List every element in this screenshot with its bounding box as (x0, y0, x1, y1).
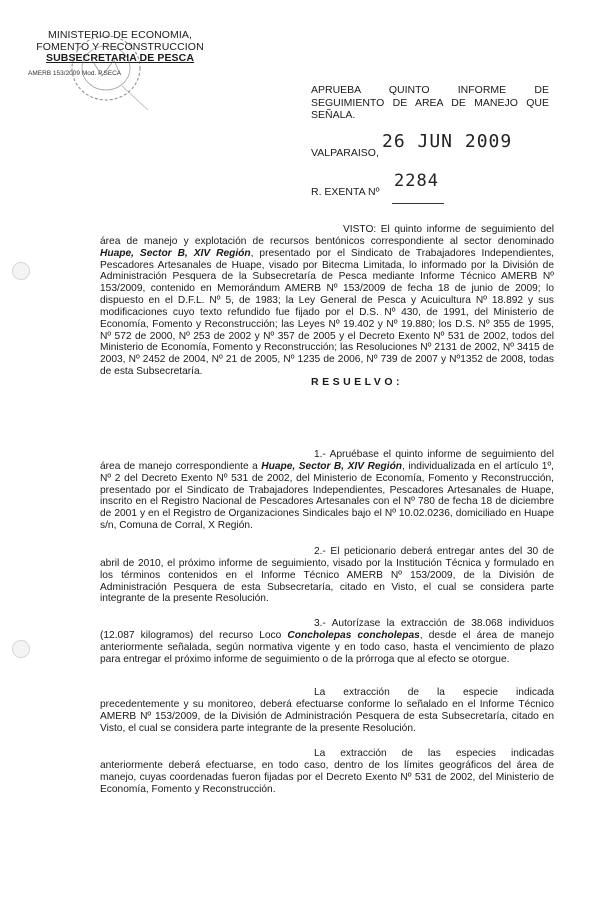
resolution-item-3-cont-2 (100, 748, 554, 795)
visto-text-2: , presentado por el Sindicato de Trabajadores Independientes, Pescadores Artesanales de Huape, visado por Bitecma Limitada, lo informado por la División de Administración Pesquera de la Subsecretaría de Pesca mediante Informe Técnico AMERB Nº 153/2009, contenido en Memorándum AMERB Nº 153/2009 de fecha 18 de junio de 2009; lo dispuesto en el D.F.L. Nº 5, de 1983; la Ley General de Pesca y Acuicultura Nº 18.892 y sus modificaciones cuyo texto refundido fue fijado por el D.S. Nº 430, de 1991, del Ministerio de Economía, Fomento y Reconstrucción; las Leyes Nº 19.402 y Nº 19.880; los D.S. Nº 355 de 1995, Nº 572 de 2000, Nº 253 de 2002 y Nº 357 de 2005 y el Decreto Exento Nº 531 de 2002, todos del Ministerio de Economía, Fomento y Reconstrucción; las Resoluciones Nº 2131 de 2002, Nº 3415 de 2003, Nº 2452 de 2004, Nº 21 de 2005, Nº 1235 de 2006, Nº 739 de 2007 y Nº1352 de 2008, todas de esta Subsecretaría. (100, 247, 555, 378)
resolution-item-3 (100, 618, 554, 665)
item1-sector-name: Huape, Sector B, XIV Región (261, 460, 403, 472)
subsecretaria-name: SUBSECRETARIA DE PESCA (45, 52, 195, 64)
item3-species-name: Concholepas concholepas (287, 629, 420, 641)
item3-text-1: 3.- Autorízase la extracción de 38.068 individuos (12.087 kilogramos) del recurso Loco (100, 618, 554, 641)
ministry-name-cont: FOMENTO Y RECONSTRUCCION (36, 40, 204, 53)
resolution-item-1 (100, 449, 554, 532)
item3-extraction-text: La extracción de la especie indicada precedentemente y su monitoreo, deberá efectuarse conforme lo señalado en el Informe Técnico AMERB Nº 153/2009, de la División de Administración Pesquera de esta Subsecretaría, citado en Visto, el cual se considera parte integrante de la presente Resolución. (100, 687, 554, 734)
item1-text-1: 1.- Apruébase el quinto informe de seguimiento del área de manejo correspondiente a (100, 449, 554, 472)
resolution-item-3-cont-1 (100, 687, 554, 734)
item3-text-2: , desde el área de manejo anteriormente señalada, según normativa vigente y en todo caso, hasta el vencimiento de plazo para entregar el próximo informe de seguimiento o de la prórroga que al efecto se otorgue. (100, 629, 554, 665)
resolution-label: R. EXENTA Nº (311, 186, 380, 198)
binder-hole-bottom (12, 640, 30, 658)
date-stamp: 26 JUN 2009 (382, 131, 513, 152)
place-label: VALPARAISO, (311, 147, 379, 159)
item1-text-2: , individualizada en el artículo 1º, Nº 2 del Decreto Exento Nº 531 de 2002, del Ministerio de Economía, Fomento y Reconstrucción, presentado por el Sindicato de Trabajadores Independientes, Pescadores Artesanales de Huape, inscrito en el Registro Nacional de Pescadores Artesanales con el Nº 780 de fecha 18 de diciembre de 2001 y en el Registro de Organizaciones Sindicales bajo el Nº 10.02.0236, domiciliado en Huape s/n, Comuna de Corral, X Región. (100, 460, 555, 532)
resolution-number-block (311, 173, 561, 207)
place-date (311, 131, 561, 159)
visto-paragraph (100, 224, 554, 378)
visto-sector-name: Huape, Sector B, XIV Región (100, 247, 251, 259)
item2-text: 2.- El peticionario deberá entregar antes del 30 de abril de 2010, el próximo informe de seguimiento, visado por la Institución Técnica y formulado en los términos contenidos en el Informe Técnico AMERB Nº 153/2009, de la División de Administración Pesquera de esta Subsecretaría, citado en Visto, el cual se considera parte integrante de la presente Resolución. (100, 546, 554, 605)
resolution-subject (311, 84, 549, 122)
resolution-underline (392, 203, 444, 204)
visto-text-1: VISTO: El quinto informe de seguimiento del área de manejo y explotación de recursos bentónicos correspondiente al sector denominado (100, 224, 554, 247)
binder-hole-top (12, 262, 30, 280)
resolution-number: 2284 (394, 171, 439, 191)
resuelvo-heading: RESUELVO: (311, 376, 403, 388)
resolution-item-2 (100, 546, 554, 605)
ministry-name: MINISTERIO DE ECONOMIA, (47, 29, 193, 41)
subject-text: APRUEBA QUINTO INFORME DE SEGUIMIENTO DE AREA DE MANEJO QUE SEÑALA. (311, 84, 549, 121)
stamp-text: AMERB 153/2009 Mod. P.SECA (28, 70, 122, 77)
item3-limits-text: La extracción de las especies indicadas anteriormente deberá efectuarse, en todo caso, dentro de los límites geográficos del área de manejo, cuyas coordenadas fueron fijadas por el Decreto Exento Nº 531 de 2002, del Ministerio de Economía, Fomento y Reconstrucción. (100, 748, 554, 795)
official-seal-stamp (62, 30, 158, 114)
